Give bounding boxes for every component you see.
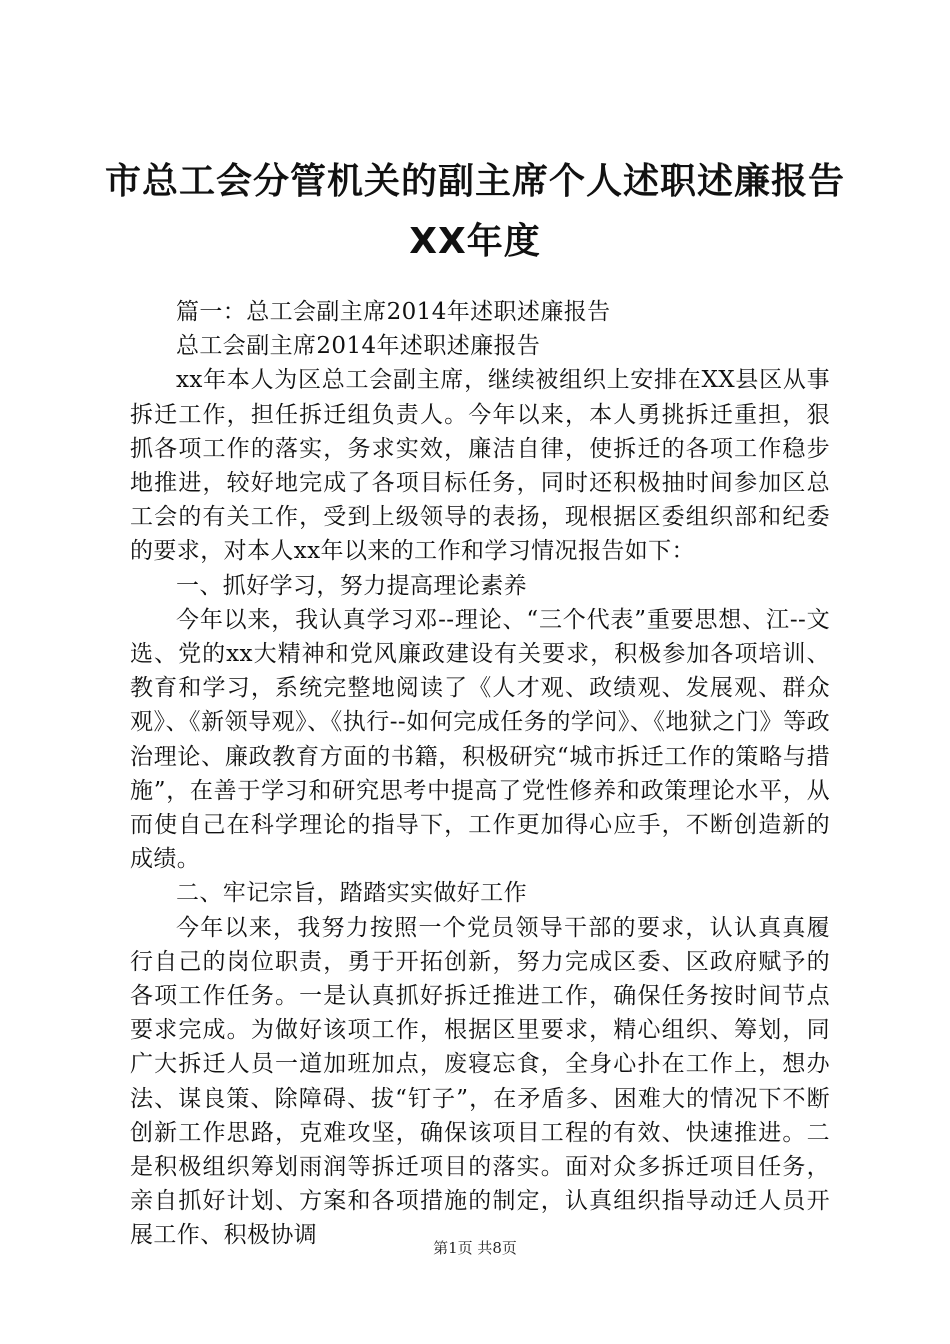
report-subtitle: 总工会副主席2014年述职述廉报告 bbox=[176, 333, 541, 360]
document-body bbox=[130, 295, 830, 1253]
body-paragraph: 今年以来，我努力按照一个党员领导干部的要求，认认真真履行自己的岗位职责，勇于开拓创新，努力完成区委、区政府赋予的各项工作任务。一是认真抓好拆迁推进工作，确保任务按时间节点要求完成。为做好该项工作，根据区里要求，精心组织、筹划，同广大拆迁人员一道加班加点，废寝忘食，全身心扑在工作上，想办法、谋良策、除障碍、拔“钉子”，在矛盾多、困难大的情况下不断创新工作思路，克难攻坚，确保该项目工程的有效、快速推进。二是积极组织筹划雨润等拆迁项目的落实。面对众多拆迁项目任务，亲自抓好计划、方案和各项措施的制定，认真组织指导动迁人员开展工作、积极协调 bbox=[130, 914, 830, 1249]
document-title-year: XX年度 bbox=[409, 221, 541, 262]
section-heading: 二、牢记宗旨，踏踏实实做好工作 bbox=[176, 880, 527, 907]
body-paragraph: 今年以来，我认真学习邓--理论、“三个代表”重要思想、江--文选、党的xx大精神和党风廉政建设有关要求，积极参加各项培训、教育和学习，系统完整地阅读了《人才观、政绩观、发展观、群众观》、《新领导观》、《执行--如何完成任务的学问》、《地狱之门》等政治理论、廉政教育方面的书籍，积极研究“城市拆迁工作的策略与措施”，在善于学习和研究思考中提高了党性修养和政策理论水平，从而使自己在科学理论的指导下，工作更加得心应手，不断创造新的成绩。 bbox=[130, 606, 830, 873]
body-paragraph: xx年本人为区总工会副主席，继续被组织上安排在XX县区从事拆迁工作，担任拆迁组负责人。今年以来，本人勇挑拆迁重担，狠抓各项工作的落实，务求实效，廉洁自律，使拆迁的各项工作稳步地推进，较好地完成了各项目标任务，同时还积极抽时间参加区总工会的有关工作，受到上级领导的表扬，现根据区委组织部和纪委的要求，对本人xx年以来的工作和学习情况报告如下： bbox=[130, 367, 830, 565]
section-heading: 篇一：总工会副主席2014年述职述廉报告 bbox=[176, 299, 611, 325]
section-heading: 一、抓好学习，努力提高理论素养 bbox=[176, 572, 527, 599]
page-footer: 第1页 共8页 bbox=[433, 1239, 517, 1257]
document-title: 市总工会分管机关的副主席个人述职述廉报告 bbox=[104, 161, 845, 202]
